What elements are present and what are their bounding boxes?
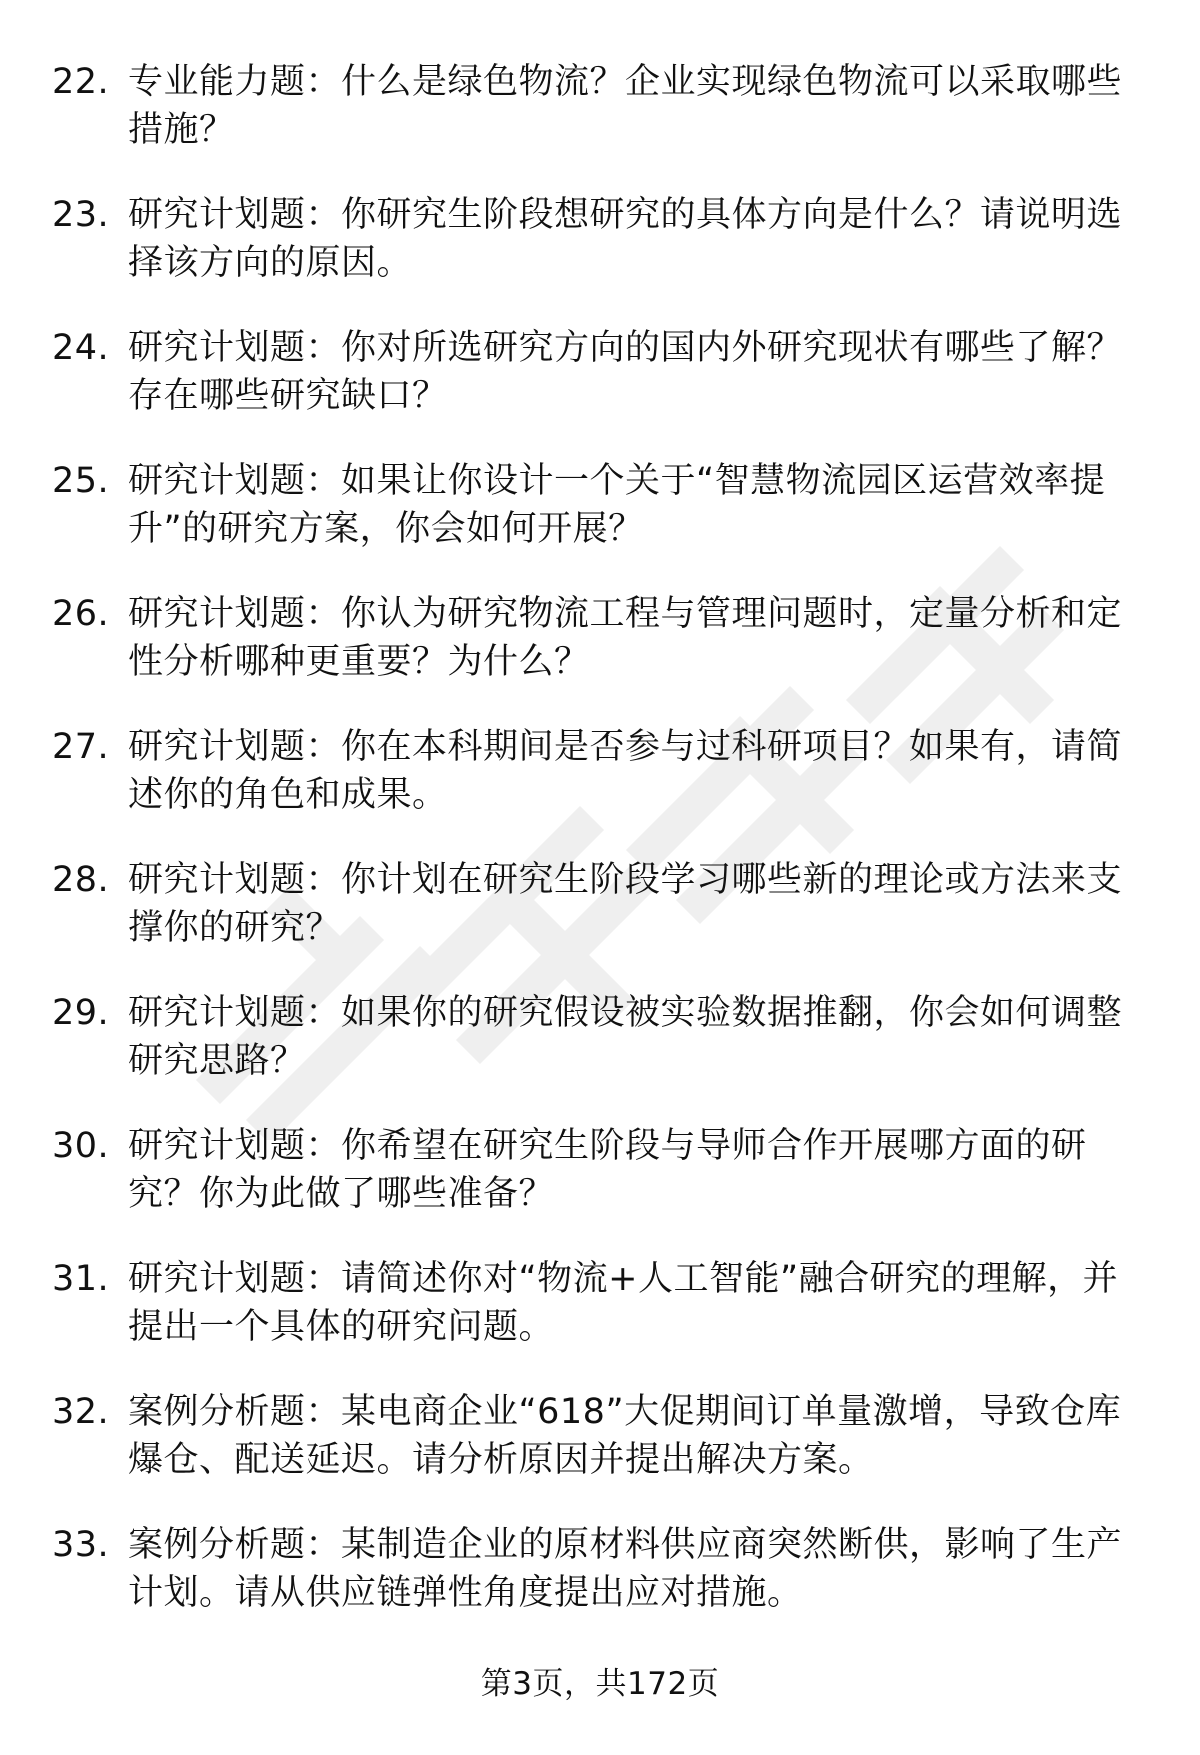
question-number: 22. [52,62,110,102]
question-item [52,1388,1152,1521]
page-number-footer: 第3页，共172页 [480,1666,720,1702]
question-text: 案例分析题：某电商企业“618”大促期间订单量激增，导致仓库爆仓、配送延迟。请分析原因并提出解决方案。 [128,1392,1122,1480]
question-item [52,191,1152,324]
question-number: 33. [52,1525,110,1565]
question-item [52,1521,1152,1654]
question-number: 32. [52,1392,110,1432]
question-text: 研究计划题：你在本科期间是否参与过科研项目？如果有，请简述你的角色和成果。 [128,727,1123,815]
question-text: 研究计划题：你对所选研究方向的国内外研究现状有哪些了解？存在哪些研究缺口？ [128,328,1123,416]
question-list [52,58,1152,1654]
question-number: 25. [52,461,110,501]
question-item [52,856,1152,989]
question-item [52,723,1152,856]
question-item [52,590,1152,723]
question-item [52,1255,1152,1388]
question-item [52,457,1152,590]
question-item [52,989,1152,1122]
question-number: 30. [52,1126,110,1166]
question-text: 研究计划题：如果你的研究假设被实验数据推翻，你会如何调整研究思路？ [128,993,1123,1081]
question-text: 研究计划题：请简述你对“物流+人工智能”融合研究的理解，并提出一个具体的研究问题。 [128,1259,1119,1347]
question-number: 26. [52,594,110,634]
question-number: 27. [52,727,110,767]
question-text: 研究计划题：如果让你设计一个关于“智慧物流园区运营效率提升”的研究方案，你会如何开展？ [128,461,1106,549]
question-number: 24. [52,328,110,368]
question-item [52,324,1152,457]
question-item [52,1122,1152,1255]
question-text: 研究计划题：你计划在研究生阶段学习哪些新的理论或方法来支撑你的研究？ [128,860,1123,948]
question-text: 研究计划题：你希望在研究生阶段与导师合作开展哪方面的研究？你为此做了哪些准备？ [128,1126,1087,1214]
question-text: 专业能力题：什么是绿色物流？企业实现绿色物流可以采取哪些措施？ [128,62,1123,150]
question-text: 研究计划题：你研究生阶段想研究的具体方向是什么？请说明选择该方向的原因。 [128,195,1123,283]
question-item [52,58,1152,191]
question-text: 研究计划题：你认为研究物流工程与管理问题时，定量分析和定性分析哪种更重要？为什么？ [128,594,1123,682]
question-number: 31. [52,1259,110,1299]
question-number: 29. [52,993,110,1033]
question-number: 28. [52,860,110,900]
question-number: 23. [52,195,110,235]
question-text: 案例分析题：某制造企业的原材料供应商突然断供，影响了生产计划。请从供应链弹性角度提出应对措施。 [128,1525,1123,1613]
